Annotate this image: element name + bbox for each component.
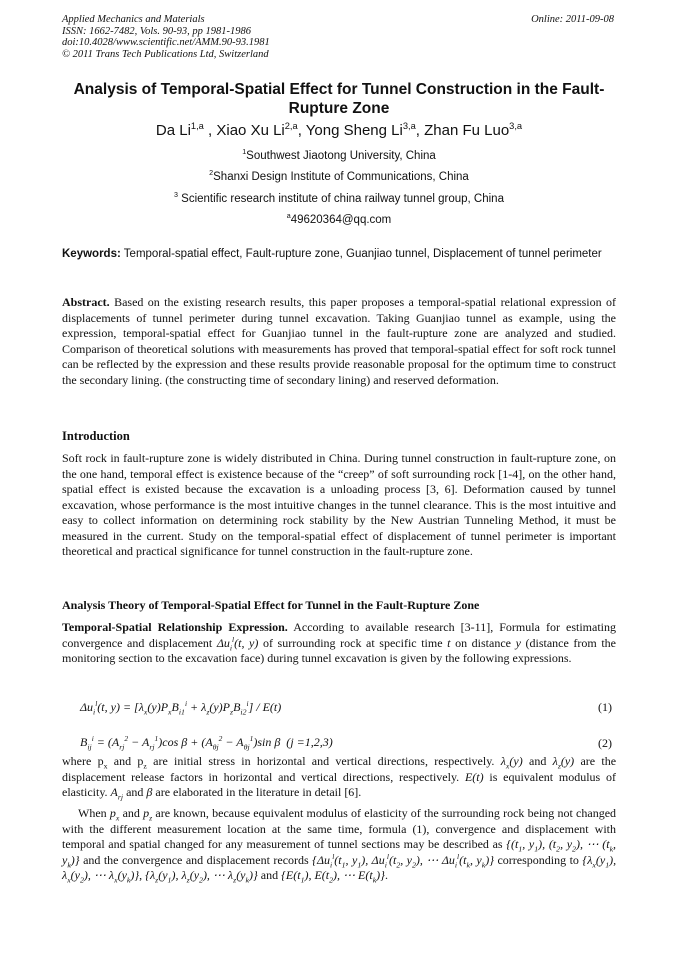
author-name: Yong Sheng Li xyxy=(305,122,403,139)
keywords-label: Keywords: xyxy=(62,248,121,260)
author-email: $^a$49620364@qq.com xyxy=(286,212,392,226)
abstract-text: Based on the existing research results, this paper proposes a temporal-spatial relational expression of displacements of tunnel perimeter during tunnel excavation. Taking Guanjiao tunnel as example, using the expression, temporal-spatial effect for Guanjiao tunnel in the fault-rupture zone are analyzed and studied. Comparison of theoretical solutions with measurements has proved that temporal-spatial effect for soft rock tunnel can be reflected by the expression and these results provide reasonable proposal for the optimum time to construct the secondary lining. (the constructing time of secondary lining) and reserved deformation. xyxy=(62,295,617,387)
author-name: Da Li xyxy=(155,122,191,139)
subsection-heading: Temporal-Spatial Relationship Expression. xyxy=(62,620,288,634)
equation-number: (1) xyxy=(598,700,612,714)
doi-line[interactable]: doi:10.4028/www.scientific.net/AMM.90-93.1981 xyxy=(62,37,270,48)
affiliation: $^1$Southwest Jiaotong University, China xyxy=(242,148,436,162)
keywords-text: Temporal-spatial effect, Fault-rupture zone, Guanjiao tunnel, Displacement of tunnel perimeter xyxy=(123,248,602,260)
copyright-line: © 2011 Trans Tech Publications Ltd, Switzerland xyxy=(62,48,269,60)
author-list: Da Li$^{1,a}$ , Xiao Xu Li$^{2,a}$, Yong Sheng Li$^{3,a}$, Zhan Fu Luo$^{3,a}$ xyxy=(155,121,523,139)
author-name: Xiao Xu Li xyxy=(216,122,285,139)
journal-header xyxy=(62,14,270,60)
introduction-text: Soft rock in fault-rupture zone is widely distributed in China. During tunnel construction in fault-rupture zone, on the one hand, temporal effect is existence because of the “creep” of soft surrounding rock [1-4], on the other hand, spatial effect is existed because the excavation is a unloading process [3, 6]. Deformation caused by tunnel excavation, whose performance is the most intuitive changes in the tunnel clearance. This is the most intuitive and easy to collect information on determining rock stability by the New Austrian Tunneling Method, it must be measured in the current. Study on the temporal-spatial effect of displacement of tunnel perimeter is important theoretical and practical significance for tunnel construction in the fault-rupture zone. xyxy=(62,451,616,558)
paper-title: Analysis of Temporal-Spatial Effect for Tunnel Construction in the Fault-Rupture Zone xyxy=(73,81,605,117)
journal-name: Applied Mechanics and Materials xyxy=(62,14,205,25)
abstract-label: Abstract. xyxy=(62,295,110,309)
section-heading-introduction: Introduction xyxy=(62,429,130,443)
issn-line: ISSN: 1662-7482, Vols. 90-93, pp 1981-1986 xyxy=(62,25,251,37)
theory-paragraph-2: where $p_x$ and $p_z$ are initial stress in horizontal and vertical directions, respectively. $\lambda_x(y)$ and $\lambda_z(y)$ are the displacement release factors in horizontal and vertical directions, respectively. E(t) is equivalent modulus of elasticity. $A_{rj}$ and β are elaborated in the literature in detail [6]. xyxy=(62,754,617,802)
theory-paragraph-1: Temporal-Spatial Relationship Expression. According to available research [3-11], Formula for estimating convergence and displacement $\Delta u_i^l(t$, y) of surrounding rock at specific time t on distance y (distance from the monitoring section to the excavation face) during tunnel excavation is given by the following expressions. xyxy=(62,620,616,665)
abstract xyxy=(62,295,616,388)
author-name: Zhan Fu Luo xyxy=(424,122,510,139)
equation-1: $\Delta u_i^l(t$, $y) = [\lambda_x(y)P_xB_{i1}^i + \lambda_z(y)P_zB_{i2}^i] / E(t)$ xyxy=(80,699,282,717)
section-heading-theory: Analysis Theory of Temporal-Spatial Effect for Tunnel in the Fault-Rupture Zone xyxy=(62,598,480,612)
theory-paragraph-3: When $p_x$ and $p_z$ are known, because equivalent modulus of elasticity of the surrounding rock being not changed with the different measurement location at the same time, formula (1), convergence and displacement with temporal and spatial changed for any measurement of tunnel sections may be described as {($t_1$, $y_1$), ($t_2$, $y_2$), ⋯ ($t_k$, $y_k$)} and the convergence and displacement records {$\Delta u_i^l(t_1$, $y_1$), $\Delta u_i^l(t_2$, $y_2$), ⋯ $\Delta u_i^l(t_k$, $y_k$)} corresponding to {$\lambda_x(y_1)$, $\lambda_x(y_2)$, ⋯ $\lambda_x(y_k)$}, {$\lambda_z(y_1)$, $\lambda_z(y_2)$, ⋯ $\lambda_z(y_k)$} and {$E(t_1)$, $E(t_2)$, ⋯ $E(t_k)$}. xyxy=(62,806,617,885)
equation-number: (2) xyxy=(598,736,612,750)
affiliation: $^2$Shanxi Design Institute of Communications, China xyxy=(209,169,469,183)
affiliation: $^3$ Scientific research institute of china railway tunnel group, China xyxy=(174,191,504,205)
equation-2: $B_{ij}^i = (A_{rj}^2 - A_{rj}^1)\cos$ $\beta + (A_{\theta j}^2 - A_{\theta j}^1)\sin$ β (j =1,2,3) xyxy=(80,734,333,752)
online-date: Online: 2011-09-08 xyxy=(531,14,614,25)
keywords xyxy=(62,247,616,261)
equation-condition: j =1,2,3 xyxy=(290,735,329,749)
